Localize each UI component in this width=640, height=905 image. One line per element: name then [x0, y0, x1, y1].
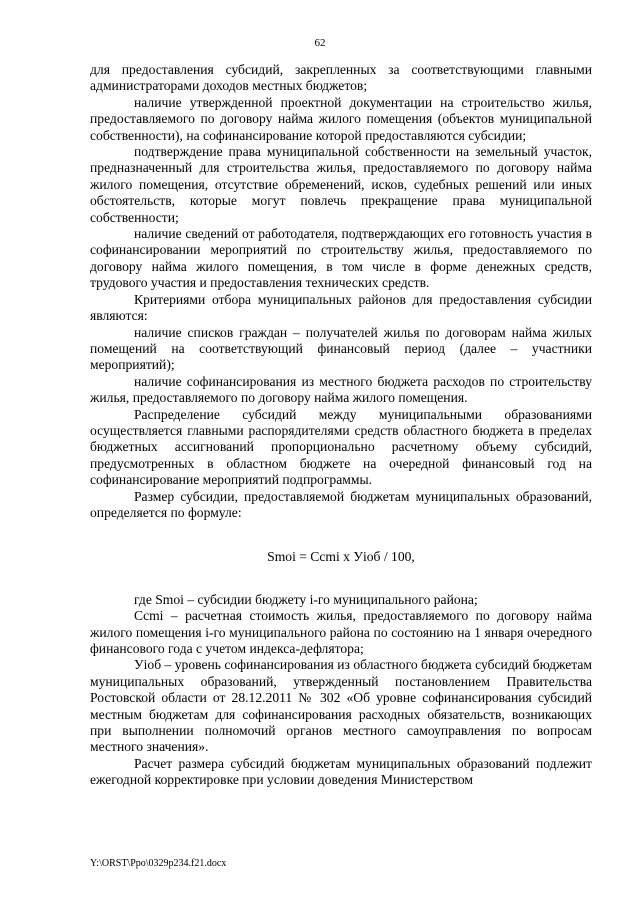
paragraph-calculation: Расчет размера субсидий бюджетам муниципальных образований подлежит ежегодной корректировке при условии доведения Министерством: [90, 755, 592, 788]
paragraph-selection-criteria: Критериями отбора муниципальных районов для предоставления субсидии являются:: [90, 291, 592, 324]
page-number: 62: [314, 37, 326, 49]
paragraph-distribution: Распределение субсидий между муниципальными образованиями осуществляется главными распорядителями средств областного бюджета в пределах бюджетных ассигнований пропорционально расчетному объему субсидий, предусмотренных в областном бюджете на очередной финансовый год на софинансирование мероприятий подпрограммы.: [90, 406, 592, 488]
paragraph-subsidy-size: Размер субсидии, предоставляемой бюджетам муниципальных образований, определяется по формуле:: [90, 488, 592, 520]
paragraph-ccmi: Ccmi – расчетная стоимость жилья, предоставляемого по договору найма жилого помещения i-го муниципального района по состоянию на 1 января очередного финансового года с учетом индекса-дефлятора;: [90, 608, 592, 656]
paragraph-land-rights: подтверждение права муниципальной собственности на земельный участок, предназначенный для строительства жилья, предоставляемого по договору найма жилого помещения, отсутствие обременений, исков, судебных решений или иных обстоятельств, которые могут повлечь прекращение права муниципальной собственности;: [90, 144, 592, 225]
file-path-footer: Y:\ORST\Ppo\0329p234.f21.docx: [90, 858, 227, 869]
paragraph-where-smoi: где Smoi – субсидии бюджету i-го муниципального района;: [134, 591, 478, 607]
paragraph-cofinancing: наличие софинансирования из местного бюджета расходов по строительству жилья, предоставляемого по договору найма жилого помещения.: [90, 373, 592, 406]
paragraph-continuation: для предоставления субсидий, закрепленных за соответствующими главными администраторами доходов местных бюджетов;: [90, 62, 592, 94]
document-body: [90, 62, 592, 789]
formula: Smoi = Ccmi x Уioб / 100,: [267, 549, 415, 565]
paragraph-uiob: Уioб – уровень софинансирования из областного бюджета субсидий бюджетам муниципальных образований, утвержденный постановлением Правительства Ростовской области от 28.12.2011 № 302 «Об уровне софинансирования субсидий местным бюджетам для софинансирования расходных обязательств, возникающих при выполнении полномочий органов местного самоуправления по вопросам местного значения».: [90, 657, 592, 755]
paragraph-project-docs: наличие утвержденной проектной документации на строительство жилья, предоставляемого по договору найма жилого помещения (объектов муниципальной собственности), на софинансирование которой предоставляются субсидии;: [90, 94, 592, 143]
paragraph-employer-info: наличие сведений от работодателя, подтверждающих его готовность участия в софинансировании мероприятий по строительству жилья, предоставляемого по договору найма жилого помещения, в том числе в форме денежных средств, трудового участия и предоставления технических средств.: [90, 226, 592, 291]
paragraph-citizen-lists: наличие списков граждан – получателей жилья по договорам найма жилых помещений на соответствующий финансовый период (далее – участники мероприятий);: [90, 324, 592, 373]
